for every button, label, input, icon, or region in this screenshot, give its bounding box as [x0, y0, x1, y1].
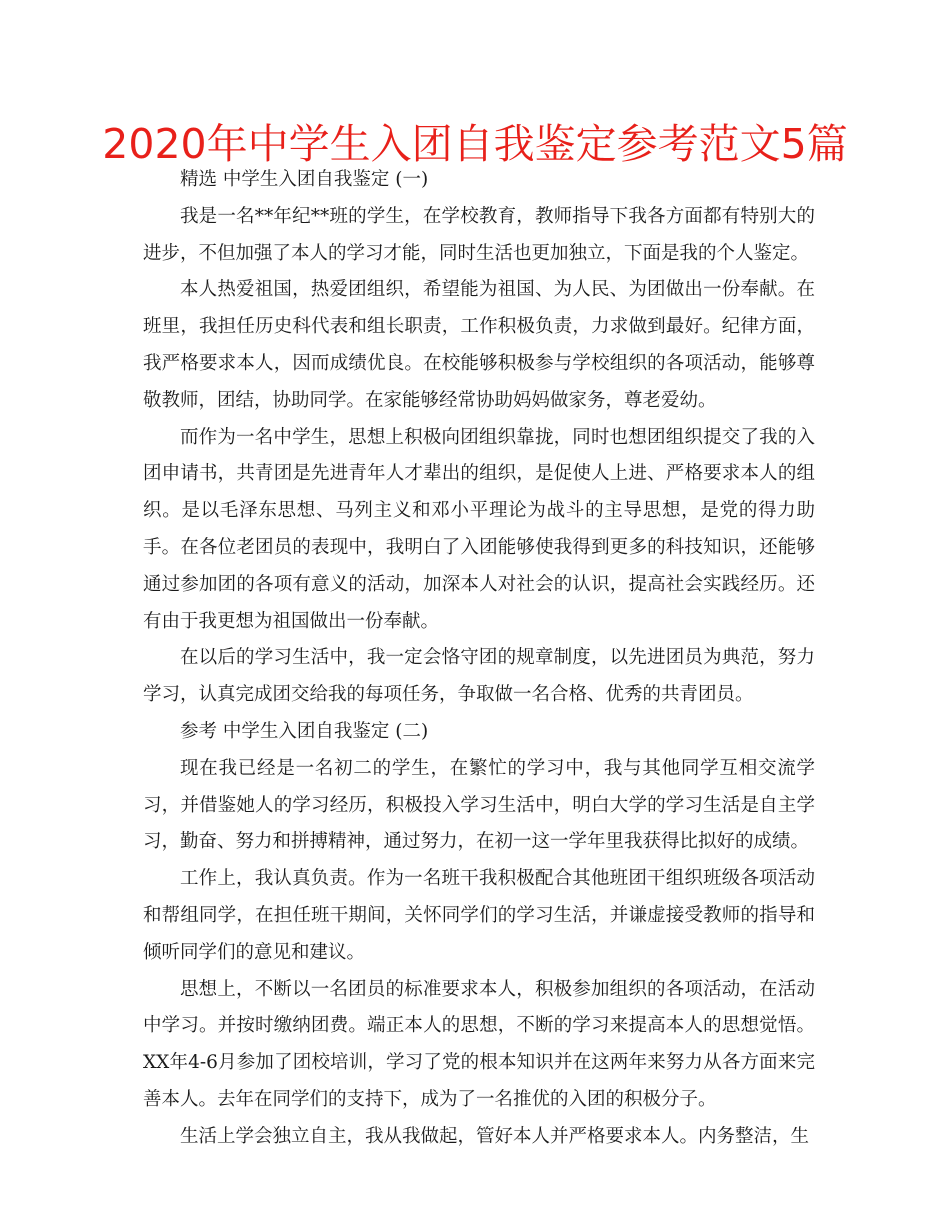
paragraph: 我是一名**年纪**班的学生，在学校教育，教师指导下我各方面都有特别大的进步，不但加强了本人的学习才能，同时生活也更加独立，下面是我的个人鉴定。	[143, 205, 815, 264]
paragraph: 思想上，不断以一名团员的标准要求本人，积极参加组织的各项活动，在活动中学习。并按时缴纳团费。端正本人的思想，不断的学习来提高本人的思想觉悟。XX年4-6月参加了团校培训，学习了党的根本知识并在这两年来努力从各方面来完善本人。去年在同学们的支持下，成为了一名推优的入团的积极分子。	[143, 978, 815, 1110]
paragraph: 而作为一名中学生，思想上积极向团组织靠拢，同时也想团组织提交了我的入团申请书，共青团是先进青年人才辈出的组织，是促使人上进、严格要求本人的组织。是以毛泽东思想、马列主义和邓小平理论为战斗的主导思想，是党的得力助手。在各位老团员的表现中，我明白了入团能够使我得到更多的科技知识，还能够通过参加团的各项有意义的活动，加深本人对社会的认识，提高社会实践经历。还有由于我更想为祖国做出一份奉献。	[143, 426, 815, 632]
paragraph: 工作上，我认真负责。作为一名班干我积极配合其他班团干组织班级各项活动和帮组同学，在担任班干期间，关怀同学们的学习生活，并谦虚接受教师的指导和倾听同学们的意见和建议。	[143, 868, 815, 963]
paragraph: 本人热爱祖国，热爱团组织，希望能为祖国、为人民、为团做出一份奉献。在班里，我担任历史科代表和组长职责，工作积极负责，力求做到最好。纪律方面，我严格要求本人，因而成绩优良。在校能够积极参与学校组织的各项活动，能够尊敬教师，团结，协助同学。在家能够经常协助妈妈做家务，尊老爱幼。	[143, 279, 815, 411]
document-title: 2020年中学生入团自我鉴定参考范文5篇	[102, 120, 848, 168]
paragraph: 现在我已经是一名初二的学生，在繁忙的学习中，我与其他同学互相交流学习，并借鉴她人的学习经历，积极投入学习生活中，明白大学的学习生活是自主学习，勤奋、努力和拼搏精神，通过努力，在初一这一学年里我获得比拟好的成绩。	[143, 757, 815, 853]
section-heading-2: 参考 中学生入团自我鉴定 (二)	[180, 720, 429, 742]
paragraph: 在以后的学习生活中，我一定会恪守团的规章制度，以先进团员为典范，努力学习，认真完成团交给我的每项任务，争取做一名合格、优秀的共青团员。	[143, 647, 815, 706]
document-body	[143, 162, 815, 1156]
paragraph: 生活上学会独立自主，我从我做起，管好本人并严格要求本人。内务整洁，生	[180, 1125, 810, 1147]
section-heading-1: 精选 中学生入团自我鉴定 (一)	[180, 169, 429, 190]
